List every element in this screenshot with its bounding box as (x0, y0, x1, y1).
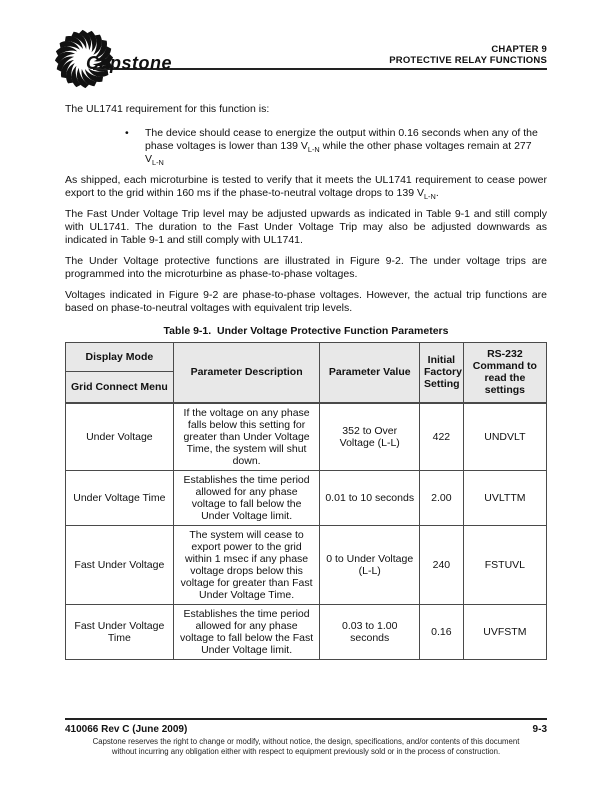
cell-value: 0 to Under Voltage (L-L) (320, 525, 420, 604)
bullet-text-part: while the other phase voltages remain at 277 V (145, 139, 532, 165)
header-initial-factory-setting: Initial Factory Setting (420, 342, 464, 403)
footer-disclaimer: Capstone reserves the right to change or modify, without notice, the design, specifications, and/or contents of this document without incurring any obligation either with respect to equipment previously sold or in the process of construction. (92, 737, 520, 756)
page-number: 9-3 (532, 724, 547, 735)
table-caption: Table 9-1. Under Voltage Protective Function Parameters (163, 324, 449, 337)
cell-value: 0.03 to 1.00 seconds (320, 604, 420, 659)
cell-initial: 0.16 (420, 604, 464, 659)
header-display-mode: Display Mode (66, 342, 174, 371)
cell-command: UNDVLT (463, 403, 546, 471)
cell-mode: Fast Under Voltage (66, 525, 174, 604)
cell-description: Establishes the time period allowed for any phase voltage to fall below the Fast Under Voltage limit. (173, 604, 320, 659)
cell-mode: Under Voltage (66, 403, 174, 471)
header-parameter-description: Parameter Description (173, 342, 320, 403)
table-row (66, 403, 547, 471)
header-rs232-command: RS-232 Command to read the settings (463, 342, 546, 403)
chapter-heading (389, 44, 547, 66)
parameters-table (65, 342, 547, 660)
bullet-marker: • (125, 126, 129, 139)
subscript-ln: L-N (423, 191, 436, 201)
bullet-text (145, 127, 547, 166)
paragraph-illustrated: The Under Voltage protective functions are illustrated in Figure 9-2. The under voltage trips are programmed into the microturbine as phase-to-phase voltages. (65, 254, 547, 280)
cell-command: UVFSTM (463, 604, 546, 659)
cell-mode: Fast Under Voltage Time (66, 604, 174, 659)
capstone-logo-text: Capstone (86, 53, 173, 73)
header-grid-connect-menu: Grid Connect Menu (66, 371, 174, 403)
paragraph-as-shipped (65, 174, 547, 200)
chapter-title: PROTECTIVE RELAY FUNCTIONS (389, 55, 547, 66)
cell-description: If the voltage on any phase falls below this setting for greater than Under Voltage Time, the system will shut down. (173, 403, 320, 471)
page-header (65, 30, 547, 73)
chapter-number: CHAPTER 9 (491, 44, 547, 55)
cell-description: Establishes the time period allowed for any phase voltage to fall below the Under Voltage limit. (173, 470, 320, 525)
table-row (66, 470, 547, 525)
cell-initial: 240 (420, 525, 464, 604)
paragraph-text-part: As shipped, each microturbine is tested to verify that it meets the UL1741 requirement to cease power export to the grid within 160 ms if the phase-to-neutral voltage drops to 139 V (65, 173, 547, 199)
cell-command: UVLTTM (463, 470, 546, 525)
bullet-item (65, 127, 547, 166)
cell-description: The system will cease to export power to the grid within 1 msec if any phase voltage drops below this voltage for greater than Fast Under Voltage Time. (173, 525, 320, 604)
table-header (66, 342, 547, 403)
table-row (66, 525, 547, 604)
subscript-ln: L-N (152, 157, 164, 167)
cell-value: 352 to Over Voltage (L-L) (320, 403, 420, 471)
paragraph-text-part: . (435, 186, 439, 199)
paragraph-voltages: Voltages indicated in Figure 9-2 are phase-to-phase voltages. However, the actual trip functions are based on phase-to-neutral voltages with equivalent trip levels. (65, 288, 547, 314)
header-parameter-value: Parameter Value (320, 342, 420, 403)
page-footer (65, 718, 547, 757)
table-row (66, 604, 547, 659)
cell-initial: 2.00 (420, 470, 464, 525)
cell-initial: 422 (420, 403, 464, 471)
paragraph-fast-trip: The Fast Under Voltage Trip level may be adjusted upwards as indicated in Table 9-1 and still comply with UL1741. The duration to the Fast Under Voltage Trip may also be adjusted downwards as indicated in Table 9-1 and still comply with UL1741. (65, 207, 547, 246)
document-reference: 410066 Rev C (June 2009) (65, 724, 188, 735)
cell-command: FSTUVL (463, 525, 546, 604)
cell-mode: Under Voltage Time (66, 470, 174, 525)
footer-row (65, 724, 547, 735)
paragraph-intro: The UL1741 requirement for this function is: (65, 103, 270, 115)
cell-value: 0.01 to 10 seconds (320, 470, 420, 525)
subscript-ln: L-N (307, 144, 320, 154)
bullet-text-part: The device should cease to energize the output within 0.16 seconds when any of the phase voltages is lower than 139 V (145, 126, 538, 152)
